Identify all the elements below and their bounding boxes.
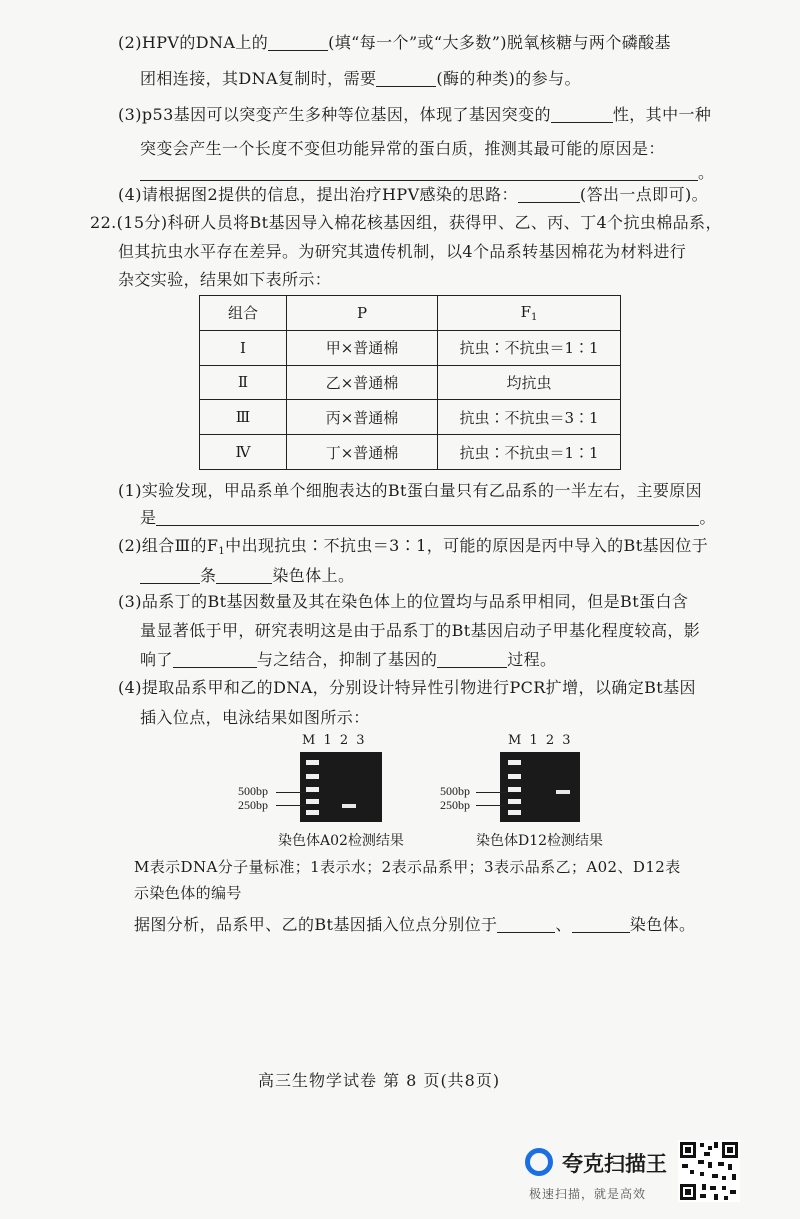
cell-group: Ⅱ: [200, 365, 287, 400]
gel-a02-caption: 染色体A02检测结果: [278, 833, 404, 849]
header-p: P: [287, 296, 438, 331]
cell-group: Ⅲ: [200, 400, 287, 435]
q22-s2-line2: 条 染色体上。: [140, 565, 354, 587]
cell-f1: 抗虫∶不抗虫＝3∶1: [438, 400, 621, 435]
q21-part3-line2: 突变会产生一个长度不变但功能异常的蛋白质，推测其最可能的原因是：: [140, 139, 665, 158]
q22-s4-final: 据图分析，品系甲、乙的Bt基因插入位点分别位于 、 染色体。: [134, 915, 696, 934]
gel-legend-line1: M表示DNA分子量标准；1表示水；2表示品系甲；3表示品系乙；A02、D12表: [134, 858, 681, 876]
answer-blank[interactable]: [376, 70, 436, 87]
answer-blank[interactable]: [572, 916, 630, 933]
marker-band: [306, 799, 319, 804]
lane3-band: [556, 790, 570, 794]
marker-band: [508, 799, 521, 804]
gel-a02-lane-labels: M 1 2 3: [302, 733, 367, 748]
marker-band: [508, 787, 521, 792]
q22-s4-line1: (4)提取品系甲和乙的DNA，分别设计特异性引物进行PCR扩增，以确定Bt基因: [118, 678, 696, 697]
q22-intro-line3: 杂交实验，结果如下表所示：: [118, 270, 332, 289]
cell-f1: 抗虫∶不抗虫＝1∶1: [438, 330, 621, 365]
q22-s2-line1: (2)组合Ⅲ的$F_1$中出现抗虫∶不抗虫＝3∶1，可能的原因是丙中导入的Bt基因位于: [118, 536, 709, 557]
answer-blank[interactable]: [140, 164, 698, 181]
marker-band: [508, 760, 521, 765]
table-row: [200, 400, 621, 435]
watermark-slogan: 极速扫描，就是高效: [529, 1187, 647, 1201]
gel-d12-250bp-label: 250bp: [440, 798, 470, 812]
answer-blank[interactable]: [497, 916, 555, 933]
table-row: [200, 365, 621, 400]
marker-band: [306, 760, 319, 765]
gel-a02-image: [300, 752, 382, 822]
gel-d12-500bp-label: 500bp: [440, 784, 470, 798]
answer-blank[interactable]: [216, 567, 272, 584]
answer-blank[interactable]: [518, 186, 580, 203]
q21-part3-line1: (3)p53基因可以突变产生多种等位基因，体现了基因突变的 性，其中一种: [118, 105, 712, 124]
cell-p: 乙×普通棉: [287, 365, 438, 400]
q21-part2-line1: (2)HPV的DNA上的 (填“每一个”或“大多数”)脱氧核糖与两个磷酸基: [118, 33, 671, 52]
qr-code-icon: [678, 1140, 740, 1202]
answer-blank[interactable]: [156, 509, 699, 526]
cell-f1: 均抗虫: [438, 365, 621, 400]
q22-s3-line3: 响了 与之结合，抑制了基因的 过程。: [140, 650, 557, 669]
header-f1: $F_1$: [438, 296, 621, 331]
marker-band: [306, 774, 319, 779]
pointer-line: [476, 805, 506, 806]
table-header-row: [200, 296, 621, 331]
watermark-name: 夸克扫描王: [562, 1152, 667, 1176]
cell-f1: 抗虫∶不抗虫＝1∶1: [438, 435, 621, 470]
answer-blank[interactable]: [140, 567, 200, 584]
q21-part3-line3: 。: [140, 162, 714, 184]
q22-intro-line1: 22.(15分)科研人员将Bt基因导入棉花核基因组，获得甲、乙、丙、丁4个抗虫棉品系，: [90, 213, 722, 232]
q22-s1-line1: (1)实验发现，甲品系单个细胞表达的Bt蛋白量只有乙品系的一半左右，主要原因: [118, 481, 703, 500]
pointer-line: [476, 792, 506, 793]
q21-part2-line2: 团相连接，其DNA复制时，需要 (酶的种类)的参与。: [140, 69, 581, 88]
answer-blank[interactable]: [173, 651, 257, 668]
cell-group: Ⅰ: [200, 330, 287, 365]
quark-logo-icon: [525, 1148, 553, 1176]
answer-blank[interactable]: [268, 34, 328, 51]
marker-band: [508, 810, 521, 815]
gel-a02-500bp-label: 500bp: [238, 784, 268, 798]
header-group: 组合: [200, 296, 287, 331]
gel-d12-caption: 染色体D12检测结果: [476, 833, 604, 849]
cell-p: 丙×普通棉: [287, 400, 438, 435]
marker-band: [306, 810, 319, 815]
answer-blank[interactable]: [437, 651, 507, 668]
table-row: [200, 435, 621, 470]
marker-band: [306, 787, 319, 792]
gel-a02-250bp-label: 250bp: [238, 798, 268, 812]
q22-s3-line1: (3)品系丁的Bt基因数量及其在染色体上的位置均与品系甲相同，但是Bt蛋白含: [118, 592, 689, 611]
results-table: [199, 295, 621, 470]
q22-intro-line2: 但其抗虫水平存在差异。为研究其遗传机制，以4个品系转基因棉花为材料进行: [118, 242, 687, 261]
gel-d12-image: [500, 752, 580, 822]
pointer-line: [276, 792, 306, 793]
table-row: [200, 330, 621, 365]
q21-part4-line1: (4)请根据图2提供的信息，提出治疗HPV感染的思路： (答出一点即可)。: [118, 185, 709, 204]
pointer-line: [276, 805, 306, 806]
gel-d12-lane-labels: M 1 2 3: [508, 733, 573, 748]
gel-legend-line2: 示染色体的编号: [134, 884, 242, 902]
answer-blank[interactable]: [551, 106, 613, 123]
q22-s3-line2: 量显著低于甲，研究表明这是由于品系丁的Bt基因启动子甲基化程度较高，影: [140, 621, 701, 640]
cell-p: 丁×普通棉: [287, 435, 438, 470]
page-footer: 高三生物学试卷 第 8 页(共8页): [258, 1071, 501, 1090]
lane2-band: [342, 804, 356, 808]
q22-s4-line2: 插入位点，电泳结果如图所示：: [140, 708, 370, 727]
q22-s1-line2: 是 。: [140, 508, 716, 527]
marker-band: [508, 774, 521, 779]
cell-group: Ⅳ: [200, 435, 287, 470]
cell-p: 甲×普通棉: [287, 330, 438, 365]
